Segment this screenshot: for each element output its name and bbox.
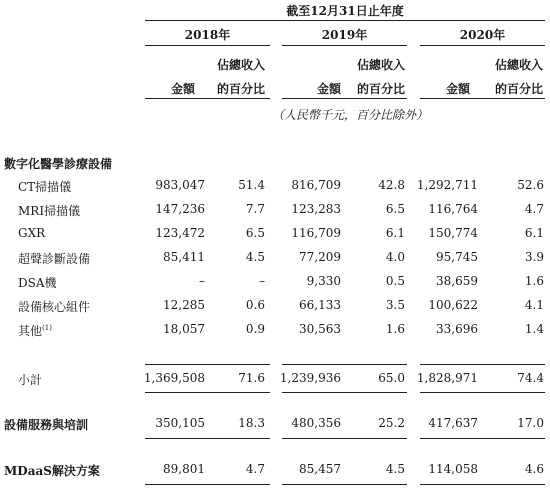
service-rule-2019 [282, 438, 407, 439]
service-rule-2020 [420, 438, 545, 439]
cell-2019-pct: 4.0 [385, 250, 405, 264]
year-rule-2020 [420, 45, 545, 46]
service-2019-pct: 25.2 [378, 416, 405, 430]
cell-2018-pct: 0.9 [245, 322, 265, 336]
cell-2019-pct: 0.5 [385, 274, 405, 288]
row-label [18, 202, 80, 219]
service-2020-pct: 17.0 [517, 416, 544, 430]
service-2018-amount: 350,105 [155, 416, 205, 430]
subtotal-bottom-rule-2020 [420, 392, 545, 393]
cell-2018-pct: 51.4 [238, 178, 265, 192]
cell-2018-amount: 18,057 [163, 322, 205, 336]
subtotal-2019-amount: 1,239,936 [279, 371, 341, 385]
row-label [18, 226, 45, 240]
cell-2018-amount: 12,285 [163, 298, 205, 312]
cell-2019-pct: 3.5 [385, 298, 405, 312]
col-pct1-2019: 佔總收入 [356, 58, 405, 72]
cell-2020-amount: 38,659 [436, 274, 478, 288]
cell-2020-amount: 33,696 [436, 322, 478, 336]
cell-2019-amount: 816,709 [291, 178, 341, 192]
section-service-training: 設備服務與培訓 [4, 418, 89, 432]
subtotal-label: 小計 [18, 373, 43, 387]
year-rule-2019 [282, 45, 407, 46]
col-pct1-2018: 佔總收入 [216, 58, 265, 72]
col-pct1-2020: 佔總收入 [494, 58, 543, 72]
subtotal-bottom-rule-2019 [282, 392, 407, 393]
year-2019: 2019年 [321, 28, 368, 42]
row-label-text: 超聲診斷設備 [18, 252, 91, 266]
cell-2020-pct: 4.7 [524, 202, 544, 216]
row-label [18, 274, 57, 291]
section-digital-equipment: 數字化醫學診療設備 [4, 157, 113, 171]
service-2020-amount: 417,637 [428, 416, 478, 430]
year-2020: 2020年 [459, 28, 506, 42]
sub-rule-2019 [282, 98, 407, 99]
subtotal-2020-amount: 1,828,971 [416, 371, 478, 385]
cell-2019-pct: 6.5 [385, 202, 405, 216]
col-pct2-2018: 的百分比 [216, 82, 265, 96]
year-2018: 2018年 [184, 28, 231, 42]
cell-2020-amount: 116,764 [428, 202, 478, 216]
footnote-marker: (1) [42, 324, 52, 332]
sub-rule-2018 [145, 98, 270, 99]
cell-2018-amount: 85,411 [163, 250, 205, 264]
cell-2020-amount: 95,745 [436, 250, 478, 264]
cell-2020-amount: 1,292,711 [416, 178, 478, 192]
service-rule-2018 [145, 438, 270, 439]
period-header: 截至12月31日止年度 [286, 4, 404, 18]
cell-2018-pct: 7.7 [245, 202, 265, 216]
row-label [18, 298, 90, 315]
row-label-text: CT掃描儀 [18, 180, 72, 194]
col-amount-2019: 金額 [316, 82, 341, 96]
mdaas-rule-2018 [145, 484, 270, 485]
cell-2020-pct: 52.6 [517, 178, 544, 192]
sub-rule-2020 [420, 98, 545, 99]
service-2019-amount: 480,356 [291, 416, 341, 430]
row-label-text: GXR [18, 226, 46, 240]
subtotal-2018-pct: 71.6 [238, 371, 265, 385]
mdaas-2018-amount: 89,801 [163, 462, 205, 476]
cell-2020-pct: 4.1 [524, 298, 544, 312]
cell-2020-amount: 150,774 [428, 226, 478, 240]
header-rule-top [145, 20, 545, 21]
cell-2020-amount: 100,622 [428, 298, 478, 312]
subtotal-2020-pct: 74.4 [517, 371, 544, 385]
mdaas-rule-2020 [420, 484, 545, 485]
cell-2019-pct: 1.6 [385, 322, 405, 336]
col-pct2-2019: 的百分比 [356, 82, 405, 96]
cell-2018-amount: – [199, 274, 205, 288]
cell-2018-pct: 0.6 [245, 298, 265, 312]
subtotal-2018-amount: 1,369,508 [143, 371, 205, 385]
cell-2019-amount: 30,563 [299, 322, 341, 336]
cell-2018-amount: 147,236 [155, 202, 205, 216]
cell-2019-amount: 116,709 [291, 226, 341, 240]
row-label-text: DSA機 [18, 276, 57, 290]
cell-2018-amount: 123,472 [155, 226, 205, 240]
col-pct2-2020: 的百分比 [494, 82, 543, 96]
cell-2020-pct: 1.4 [524, 322, 544, 336]
cell-2020-pct: 3.9 [524, 250, 544, 264]
unit-note: （人民幣千元，百分比除外） [271, 108, 428, 122]
cell-2018-amount: 983,047 [155, 178, 205, 192]
subtotal-rule-2019 [282, 364, 407, 365]
cell-2019-pct: 42.8 [378, 178, 405, 192]
row-label-text: 設備核心組件 [18, 300, 91, 314]
service-2018-pct: 18.3 [238, 416, 265, 430]
mdaas-rule-2019 [282, 484, 407, 485]
subtotal-rule-2020 [420, 364, 545, 365]
cell-2020-pct: 6.1 [524, 226, 544, 240]
col-amount-2020: 金額 [445, 82, 470, 96]
subtotal-2019-pct: 65.0 [378, 371, 405, 385]
section-mdaas: MDaaS解決方案 [4, 464, 100, 478]
cell-2019-amount: 66,133 [299, 298, 341, 312]
cell-2018-pct: 6.5 [245, 226, 265, 240]
year-rule-2018 [145, 45, 270, 46]
col-amount-2018: 金額 [170, 82, 195, 96]
mdaas-2019-pct: 4.5 [385, 462, 405, 476]
cell-2018-pct: – [259, 274, 265, 288]
row-label-text: MRI掃描儀 [18, 204, 81, 218]
mdaas-2018-pct: 4.7 [245, 462, 265, 476]
cell-2018-pct: 4.5 [245, 250, 265, 264]
row-label [18, 250, 90, 267]
mdaas-2020-amount: 114,058 [428, 462, 478, 476]
row-label-text: 其他 [18, 324, 43, 338]
cell-2019-amount: 9,330 [306, 274, 341, 288]
mdaas-2020-pct: 4.6 [524, 462, 544, 476]
subtotal-rule-2018 [145, 364, 270, 365]
cell-2020-pct: 1.6 [524, 274, 544, 288]
row-label [18, 178, 71, 195]
cell-2019-amount: 123,283 [291, 202, 341, 216]
row-label [18, 322, 52, 339]
subtotal-bottom-rule-2018 [145, 392, 270, 393]
mdaas-2019-amount: 85,457 [299, 462, 341, 476]
cell-2019-pct: 6.1 [385, 226, 405, 240]
cell-2019-amount: 77,209 [299, 250, 341, 264]
